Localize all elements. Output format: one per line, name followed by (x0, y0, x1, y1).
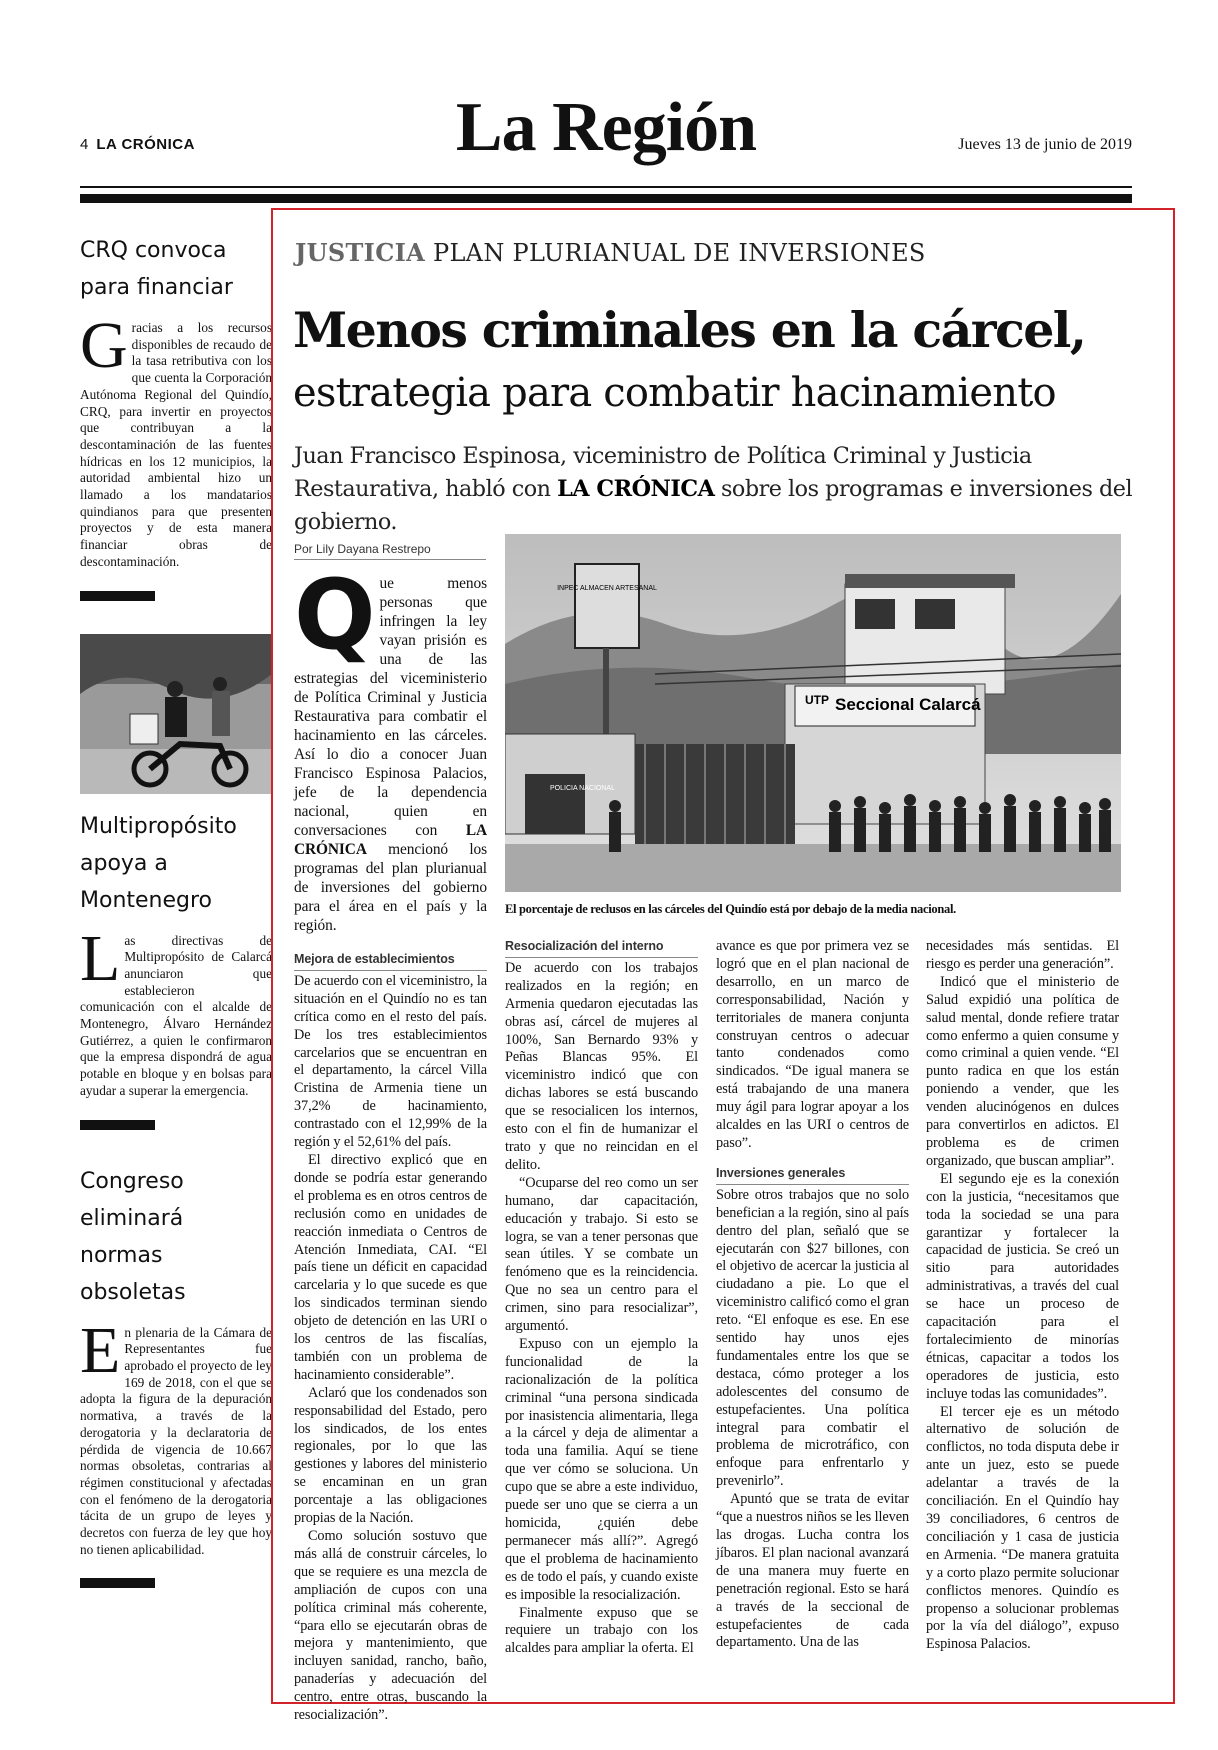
masthead (80, 88, 1132, 168)
utp-label: UTP (805, 693, 829, 707)
brief-body: Gracias a los recursos disponibles de recaudo de la tasa retributiva con los que cuenta la Corporación Autónoma Regional del Quindío, CRQ, para invertir en proyectos que contribuyan a la descontaminación de las fuentes hídricas en los 12 municipios, la autoridad ambiental hizo un llamado a los mandatarios quindianos para que presenten proyectos y de esta manera financiar obras de descontaminación. (80, 309, 272, 569)
brief-separator (80, 1120, 155, 1130)
kicker-topic: PLAN PLURIANUAL DE INVERSIONES (433, 239, 926, 267)
paragraph: De acuerdo con el viceministro, la situación en el Quindío no es tan crítica como en el resto del país. De los tres establecimientos carcelarios que se encuentran en el departamento, la cárcel Villa Cristina de Armenia tiene un 37,2% de hacinamiento, contrastado con el 12,99% de la región y el 52,61% del país. (294, 972, 487, 1151)
subheading: Resocialización del interno (505, 938, 698, 958)
briefs-column (80, 232, 272, 1621)
brief-photo (80, 634, 272, 794)
byline: Por Lily Dayana Restrepo (294, 542, 486, 560)
article-lede: Juan Francisco Espinosa, viceministro de Política Criminal y Justicia Restaurativa, habló con LA CRÓNICA sobre los programas e inversiones del gobierno. (294, 443, 1133, 535)
article-intro: Que menos personas que infringen la ley vayan prisión es una de las estrategias del viceministerio de Política Criminal y Justicia Restaurativa para combatir el hacinamiento en las cárceles. Así lo dio a conocer Juan Francisco Espinosa Palacios, jefe de la dependencia nacional, quien en conversaciones con LA CRÓNICA mencionó los programas del plan plurianual de inversiones del gobierno para el área en el país y la región. (294, 559, 487, 934)
door-label: POLICIA NACIONAL (550, 785, 615, 792)
article-column-3 (716, 938, 909, 1652)
paper-name: LA CRÓNICA (96, 136, 195, 153)
brief-separator (80, 1578, 155, 1588)
paragraph: Finalmente expuso que se requiere un trabajo con los alcaldes para ampliar la oferta. El (505, 1604, 698, 1657)
paragraph: Sobre otros trabajos que no solo benefician a la región, sino al país dentro del plan, señaló que se ejecutarán con $27 billones, con el objetivo de acercar la justicia al ciudadano a pie. Lo que el viceministro calificó como el gran reto. “El enfoque es ese. En ese sentido hay unos ejes fundamentales entre los que se destaca, cómo proteger a los adolescentes del consumo de estupefacientes. Una política integral para combatir el problema de microtráfico, con enfoque para enfrentarlo y prevenirlo”. (716, 1186, 909, 1490)
brief-multiproposito (80, 808, 272, 1100)
paragraph: Expuso con un ejemplo la funcionalidad de la racionalización de la política criminal “una persona sindicada por inasistencia alimentaria, llega a la cárcel y deja de alimentar a toda una familia. Aquí se tiene que ver cómo se soluciona. Un cupo que se abre a este individuo, puede ser uno que se cierra a un homicida, ¿quién debe permanecer más allí?”. Agregó que el problema de hacinamiento es de todo el país, y cuando existe es imposible la resocialización. (505, 1335, 698, 1603)
page-number: 4 LA CRÓNICA (80, 136, 195, 153)
paragraph: “Ocuparse del reo como un ser humano, dar capacitación, educación y trabajo. Si esto se logra, se van a tener personas que sean útiles. Y se combate un fenómeno que es la reincidencia. Que no sea un centro para el crimen, sino para resocializar”, argumentó. (505, 1174, 698, 1335)
brief-separator (80, 591, 155, 601)
motorcycle-photo-icon (80, 634, 272, 794)
subheading: Mejora de establecimientos (294, 951, 487, 971)
article-column-1 (294, 559, 487, 1725)
brief-congreso (80, 1163, 272, 1559)
brief-body: Las directivas de Multipropósito de Calarcá anunciaron que establecieron comunicación con el alcalde de Montenegro, Álvaro Hernández Gutiérrez, a quien le confirmaron que la empresa dispondrá de agua potable en bloque y en bolsas para ayudar a superar la emergencia. (80, 921, 272, 1098)
kicker-section: JUSTICIA (295, 238, 426, 267)
brief-title: CRQ convoca para financiar (80, 238, 233, 300)
seccional-sign: Seccional Calarcá (835, 695, 981, 714)
paragraph: Aclaró que los condenados son responsabilidad del Estado, pero los sindicados, de los entes regionales, por lo que las gestiones y labores del ministerio se encaminan en un gran porcentaje a las obligaciones propias de la Nación. (294, 1384, 487, 1527)
issue-date: Jueves 13 de junio de 2019 (958, 136, 1132, 153)
article-column-2 (505, 938, 698, 1658)
paragraph: Indicó que el ministerio de Salud expidió una política de salud mental, donde refiere tratar como enfermo a quien consume y como criminal a quien vende. “El punto radica en que los están poniendo a vender, que les venden alucinógenos en dulces para convertirlos en adictos. El problema es de crimen organizado, que buscan ampliar”. (926, 973, 1119, 1169)
photo-caption: El porcentaje de reclusos en las cárceles del Quindío está por debajo de la media nacional. (505, 902, 956, 916)
article-headline: Menos criminales en la cárcel, (293, 301, 1086, 359)
paragraph: El tercer eje es un método alternativo de solución de conflictos, no toda disputa debe ir ante un juez, esto se puede adelantar a través de la conciliación. En el Quindío hay 39 conciliadores, 6 centros de conciliación y 1 casa de justicia en Armenia. “De manera gratuita y a corto plazo permite solucionar conflictos menores. Quindío es propenso a solucionar problemas por la vía del diálogo”, expuso Espinosa Palacios. (926, 1403, 1119, 1653)
paragraph: Apuntó que se trata de evitar “que a nuestros niños se les lleven las drogas. Lucha contra los jíbaros. El plan nacional avanzará de una manera muy fuerte en penetración regional. Esto se hará a través de la seccional de estupefacientes de cada departamento. Una de las (716, 1491, 909, 1651)
paragraph: avance es que por primera vez se logró que en el plan nacional de desarrollo, en un marco de corresponsabilidad, Nación y territoriales de manera conjunta construyan centros o adecuar tanto condenados como sindicados. “De igual manera se está trabajando de una manera muy ágil para lograr apoyar a los alcaldes en las URI o centros de paso”. (716, 938, 909, 1151)
masthead-rule-thick (80, 194, 1132, 203)
article-kicker (295, 238, 926, 267)
prison-photo-icon (505, 534, 1121, 892)
dropcap: G (80, 309, 128, 382)
brief-title: Congreso eliminará normas obsoletas (80, 1168, 186, 1305)
article-photo (505, 534, 1121, 892)
paragraph: El directivo explicó que en donde se podría estar generando el problema es en otros centros de reclusión como en unidades de reacción inmediata o Centros de Atención Inmediata, CAI. “El país tiene un déficit en capacidad carcelaria y lo que sucede es que los sindicados terminan siendo objeto de detención en las URI o los centros de las fiscalías, también con un problema de hacinamiento considerable”. (294, 1151, 487, 1383)
paragraph: De acuerdo con los trabajos realizados en la región; en Armenia quedaron ejecutadas las obras así, cárcel de mujeres al 100%, San Bernardo 93% y Peñas Blancas 95%. El viceministro indicó que con dichas labores se está buscando que se resocialicen los internos, esto con el fin de humanizar el trato y que no reincidan en el delito. (505, 959, 698, 1173)
article-subheadline: estrategia para combatir hacinamiento (293, 370, 1056, 416)
section-title: La Región (455, 89, 757, 166)
paragraph: El segundo eje es la conexión con la justicia, “necesitamos que toda la sociedad se una para garantizar y fortalecer la capacidad de justicia. Se creó un sitio para autoridades administrativas, a través del cual se hace un proceso de capacitación para el fortalecimiento de minorías étnicas, capacitar a todos los operadores de justicia, esto incluye todas las comunidades”. (926, 1170, 1119, 1402)
left-sign-text: INPEC ALMACEN ARTESANAL (557, 585, 657, 592)
brief-body: En plenaria de la Cámara de Representantes fue aprobado el proyecto de ley 169 de 2018, con el que se adopta la figura de la depuración normativa, a través de la derogatoria y la declaratoria de pérdida de vigencia de 10.667 normas obsoletas, contrarias al régimen constitucional y afectadas con el fenómeno de la derogatoria tácita de un grupo de leyes y decretos con fuerza de ley que hoy no tienen aplicabilidad. (80, 1313, 273, 1557)
subheading: Inversiones generales (716, 1165, 909, 1185)
dropcap: L (80, 921, 121, 995)
paragraph: Como solución sostuvo que más allá de construir cárceles, lo que se requiere es una mezcla de ampliación de cupos con una política criminal más coherente, “para ello se ejecutarán obras de mejora y mantenimiento, que incluyen sanidad, rancho, baño, panaderías y adecuación del centro, entre otras, buscando la resocialización”. (294, 1528, 487, 1724)
brief-title: Multipropósito apoya a Montenegro (80, 813, 237, 913)
paragraph: necesidades más sentidas. El riesgo es perder una generación”. (926, 938, 1119, 972)
dropcap: E (80, 1313, 121, 1387)
article-column-4 (926, 938, 1119, 1654)
brief-crq (80, 232, 272, 571)
masthead-rule (80, 186, 1132, 188)
dropcap: Q (294, 559, 376, 671)
